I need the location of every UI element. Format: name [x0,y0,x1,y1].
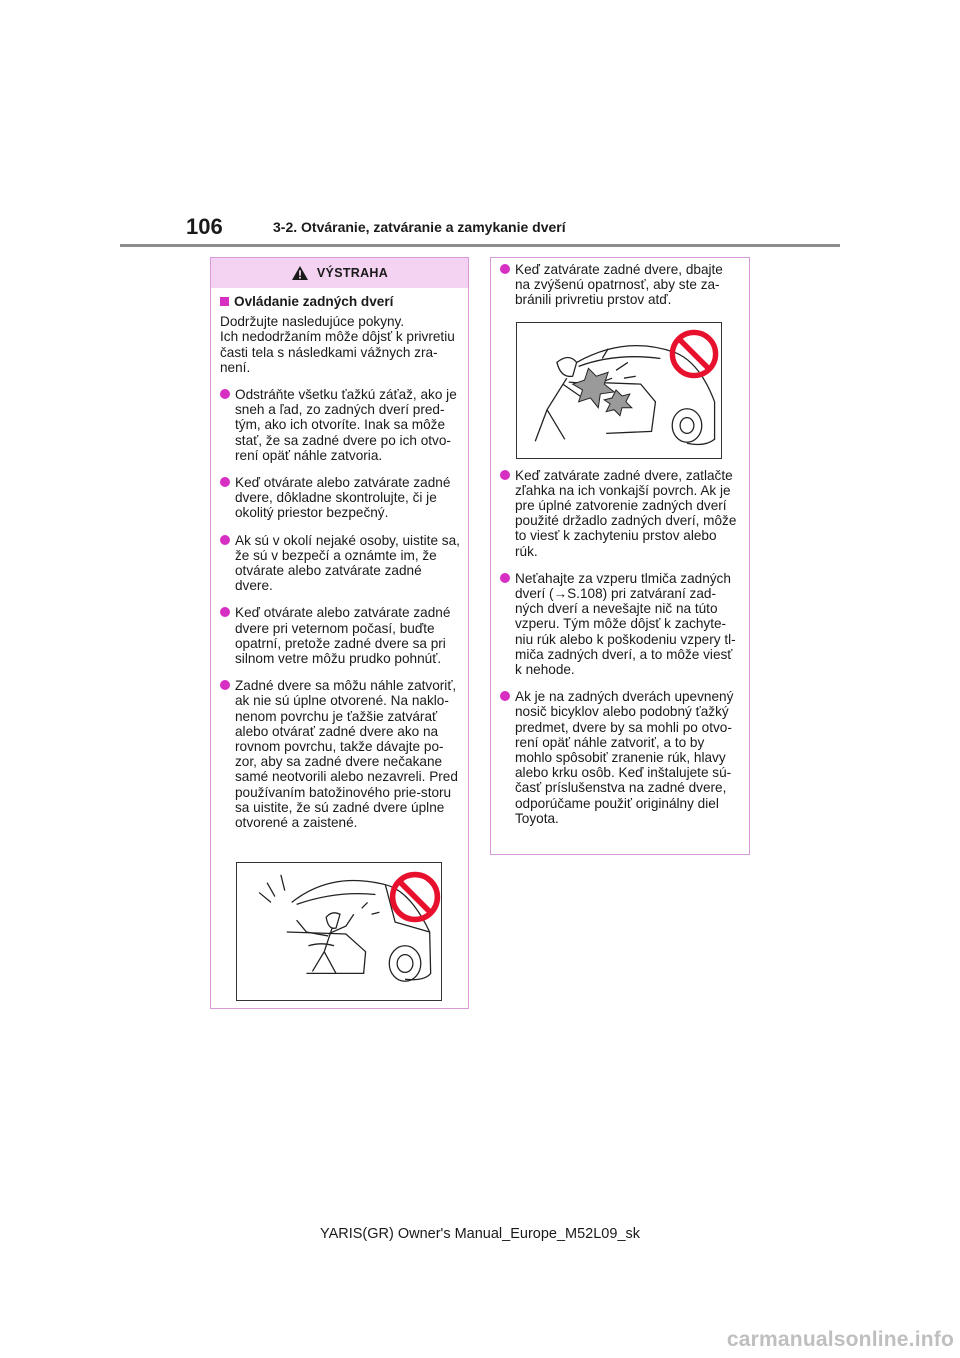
footer-doc-id: YARIS(GR) Owner's Manual_Europe_M52L09_sk [319,1226,641,1242]
prohibition-icon [387,869,443,925]
list-item-text: Keď otvárate alebo zatvárate zadné dvere pri veternom počasí, buďte opatrní, pretože zadné dvere sa pri silnom vetre môžu prudko pohnúť. [235,605,451,667]
intro-text: Dodržujte nasledujúce pokyny. Ich nedodržaním môže dôjsť k privretiu časti tela s následkami vážnych zra-není. [220,314,455,375]
square-bullet-icon [220,297,229,306]
list-item [220,475,460,521]
subheading [220,294,460,309]
list-item-text: Ak sú v okolí nejaké osoby, uistite sa, že sú v bezpečí a oznámte im, že otvárate alebo zatvárate zadné dvere. [235,532,460,594]
bullet-dot-icon [500,573,510,583]
bullet-dot-icon [500,691,510,701]
bullet-dot-icon [220,680,230,690]
list-item [500,571,741,677]
list-item [220,533,460,594]
bullet-dot-icon [220,477,230,487]
list-item-text: Keď zatvárate zadné dvere, dbajte na zvýšenú opatrnosť, aby ste za-bránili privretiu prstov atď. [515,262,723,308]
list-item [500,468,741,559]
list-item [500,689,741,826]
page-number: 106 [186,214,223,239]
bullet-dot-icon [220,535,230,545]
bullet-dot-icon [500,470,510,480]
illustration-fingers-caught [516,322,722,459]
list-item-text: Keď otvárate alebo zatvárate zadné dvere, dôkladne skontrolujte, či je okolitý priestor bezpečný. [235,475,451,521]
list-item-text: Keď zatvárate zadné dvere, zatlačte zľahka na ich vonkajší povrch. Ak je pre úplné zatvorenie zadných dverí použité držadlo zadných dverí, môže to viesť k zachyteniu prstov alebo rúk. [515,467,737,559]
list-item [500,262,741,308]
subheading-text: Ovládanie zadných dverí [234,294,394,309]
section-title: 3-2. Otváranie, zatváranie a zamykanie dverí [273,219,566,235]
list-item [220,605,460,666]
bullet-dot-icon [220,607,230,617]
list-item-text: Odstráňte všetku ťažkú záťaž, ako je sneh a ľad, zo zadných dverí pred-tým, ako ich otvoríte. Inak sa môže stať, že sa zadné dvere po ich otvo-rení opäť náhle zatvoria. [235,387,457,463]
list-item-text: Ak je na zadných dverách upevnený nosič bicyklov alebo podobný ťažký predmet, dvere by sa mohli po otvo-rení opäť náhle zatvoriť, a to by mohlo spôsobiť zranenie rúk, hlavy alebo krku osôb. Keď inštalujete sú-časť príslušenstva na zadné dvere, odporúčame použiť originálny diel Toyota. [515,689,734,826]
bullet-dot-icon [500,264,510,274]
prohibition-icon [667,327,721,381]
warning-header [211,258,468,288]
bullet-dot-icon [220,389,230,399]
illustration-tailgate-closing-on-person [236,862,442,1001]
warning-triangle-icon [291,265,309,281]
warning-body-left [211,288,468,830]
warning-title: VÝSTRAHA [316,266,389,280]
list-item-text: Zadné dvere sa môžu náhle zatvoriť, ak nie sú úplne otvorené. Na naklo-nenom povrchu je ťažšie zatvárať alebo otvárať zadné dvere ako na rovnom povrchu, takže dávajte po-zor, aby sa zadné dvere nečakane samé neotvorili alebo nezavreli. Pred používaním batožinového prie-storu sa uistite, že sú zadné dvere úplne otvorené a zaistené. [235,678,458,831]
watermark: carmanualsonline.info [726,1328,954,1351]
list-item [220,678,460,830]
header-divider [120,244,840,247]
list-item [220,387,460,463]
list-item-text: Neťahajte za vzperu tlmiča zadných dverí (→S.108) pri zatváraní zad-ných dverí a nevešajte nič na túto vzperu. Tým môže dôjsť k zachyte-niu rúk alebo k poškodeniu vzpery tl-miča zadných dverí, a to môže viesť k nehode. [515,570,736,678]
